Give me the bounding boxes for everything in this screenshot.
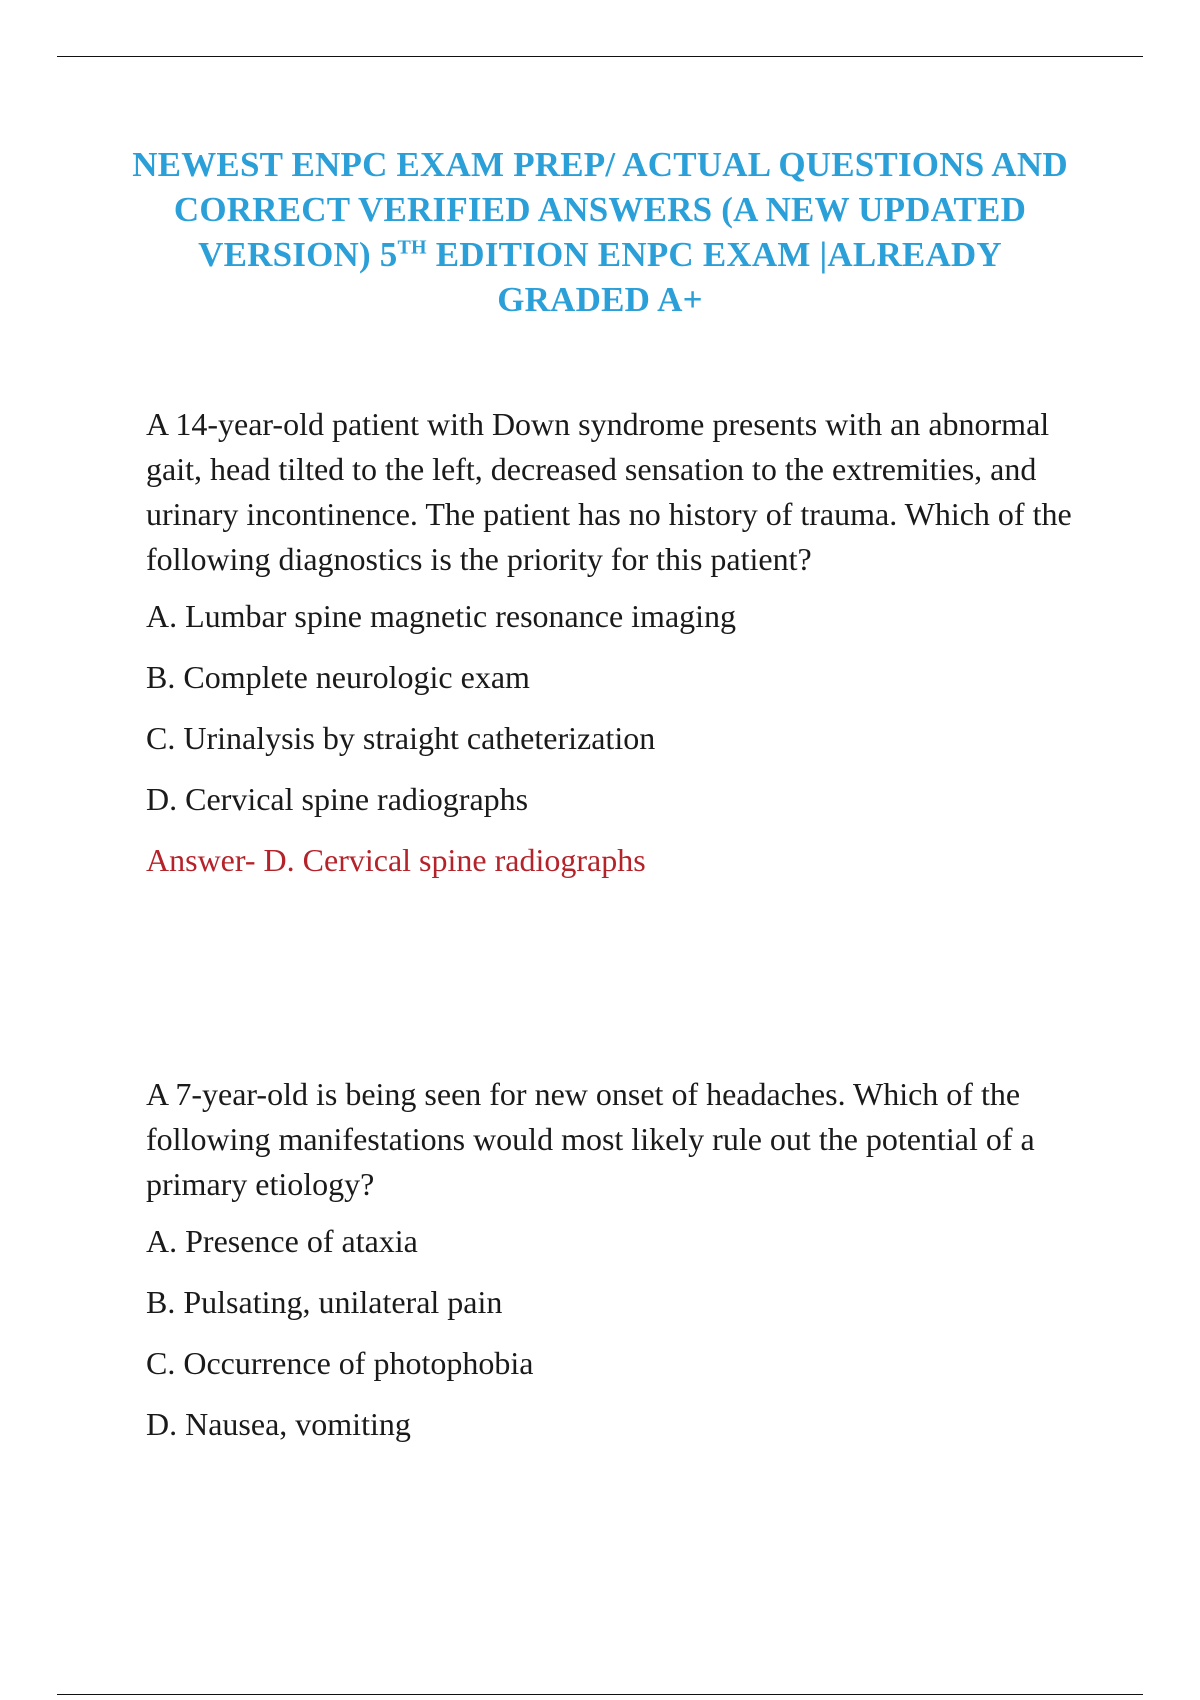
title-superscript: TH bbox=[397, 236, 427, 259]
option-b: B. Complete neurologic exam bbox=[146, 659, 530, 695]
option-a: A. Lumbar spine magnetic resonance imaging bbox=[146, 598, 737, 634]
question-stem: A 7-year-old is being seen for new onset of headaches. Which of the following manifestations would most likely rule out the potential of a primary etiology? bbox=[146, 1076, 1035, 1202]
option-c: C. Occurrence of photophobia bbox=[146, 1345, 534, 1381]
header-rule bbox=[57, 56, 1143, 57]
question-stem: A 14-year-old patient with Down syndrome presents with an abnormal gait, head tilted to the left, decreased sensation to the extremities, and urinary incontinence. The patient has no history of trauma. Which of the following diagnostics is the priority for this patient? bbox=[146, 406, 1072, 577]
document-title bbox=[130, 142, 1070, 322]
answer-text: Answer- D. Cervical spine radiographs bbox=[146, 842, 646, 878]
question-block-2 bbox=[146, 1072, 1086, 1463]
option-a: A. Presence of ataxia bbox=[146, 1223, 418, 1259]
option-c: C. Urinalysis by straight catheterization bbox=[146, 720, 656, 756]
question-block-1 bbox=[146, 402, 1086, 883]
option-b: B. Pulsating, unilateral pain bbox=[146, 1284, 503, 1320]
title-text-end: EDITION ENPC EXAM |ALREADY GRADED A+ bbox=[426, 235, 1002, 319]
option-d: D. Nausea, vomiting bbox=[146, 1406, 411, 1442]
title-text-main: NEWEST ENPC EXAM PREP/ ACTUAL QUESTIONS AND CORRECT VERIFIED ANSWERS (A NEW UPDATED VERSION) 5 bbox=[132, 145, 1068, 274]
option-d: D. Cervical spine radiographs bbox=[146, 781, 529, 817]
footer-rule bbox=[57, 1694, 1143, 1695]
